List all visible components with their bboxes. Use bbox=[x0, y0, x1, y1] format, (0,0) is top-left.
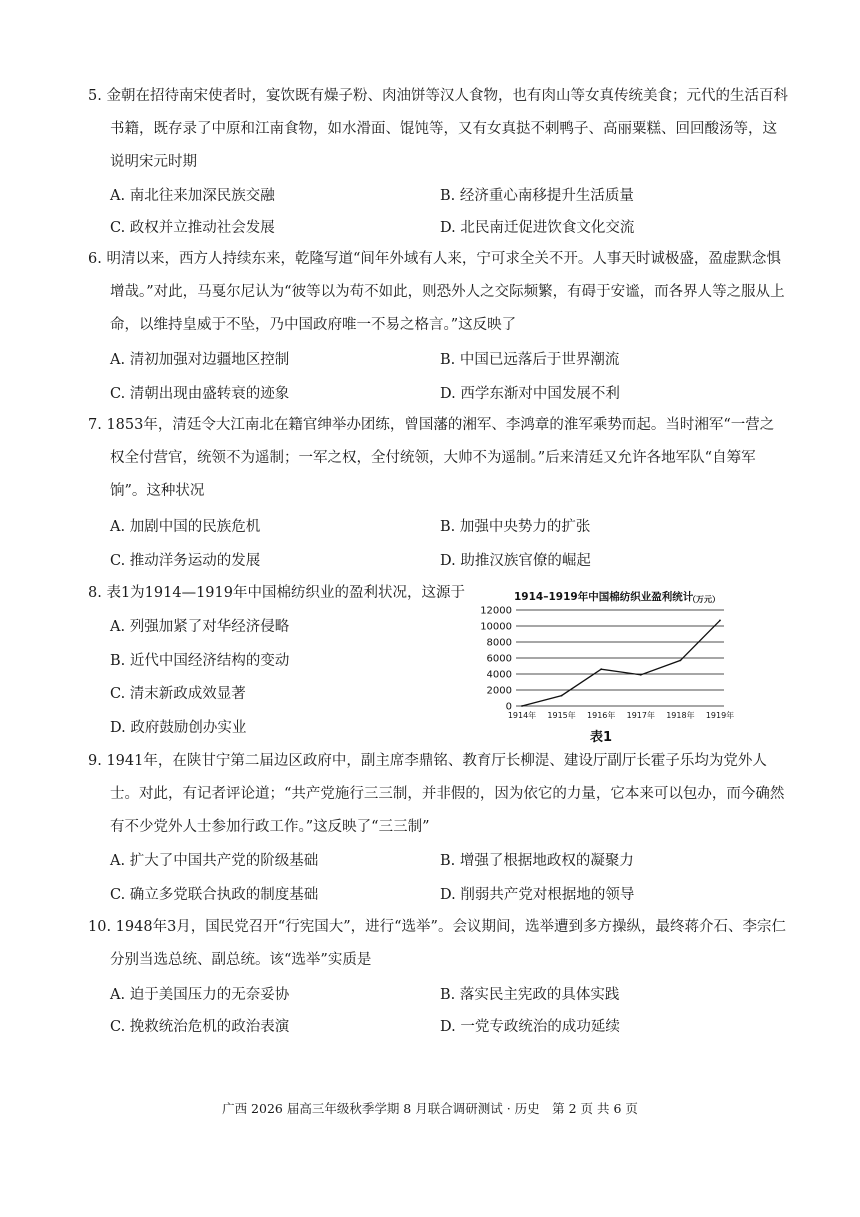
chart-unit: （万元） bbox=[688, 595, 720, 604]
profit-line-chart bbox=[480, 586, 746, 746]
option-5c: C. 政权并立推动社会发展 bbox=[110, 220, 275, 236]
option-10b: B. 落实民主宪政的具体实践 bbox=[440, 987, 620, 1003]
chart-title: 1914–1919年中国棉纺织业盈利统计 bbox=[514, 591, 694, 603]
option-8a: A. 列强加紧了对华经济侵略 bbox=[110, 619, 290, 635]
y-tick-label: 12000 bbox=[480, 605, 512, 617]
data-point bbox=[561, 695, 563, 697]
option-6c: C. 清朝出现由盛转衰的迹象 bbox=[110, 386, 290, 402]
option-9b: B. 增强了根据地政权的凝聚力 bbox=[440, 853, 634, 869]
option-7a: A. 加剧中国的民族危机 bbox=[110, 519, 261, 535]
x-tick-label: 1916年 bbox=[587, 711, 616, 720]
y-tick-label: 10000 bbox=[480, 621, 512, 633]
option-10d: D. 一党专政统治的成功延续 bbox=[440, 1019, 620, 1035]
option-5a: A. 南北往来加深民族交融 bbox=[110, 188, 275, 204]
option-9c: C. 确立多党联合执政的制度基础 bbox=[110, 887, 319, 903]
question-9 bbox=[88, 745, 788, 844]
question-6 bbox=[88, 243, 788, 342]
option-9d: D. 削弱共产党对根据地的领导 bbox=[440, 887, 635, 903]
option-6a: A. 清初加强对边疆地区控制 bbox=[110, 352, 290, 368]
question-7 bbox=[88, 409, 788, 508]
y-tick-label: 2000 bbox=[486, 685, 512, 697]
option-8c: C. 清末新政成效显著 bbox=[110, 686, 246, 702]
profit-series-line bbox=[522, 620, 720, 706]
question-8 bbox=[88, 577, 478, 610]
chart-caption: 表1 bbox=[590, 730, 613, 745]
option-7c: C. 推动洋务运动的发展 bbox=[110, 553, 261, 569]
question-10 bbox=[88, 911, 788, 977]
question-stem: 6. 明清以来，西方人持续东来，乾隆写道“间年外域有人来，宁可求全关不开。人事天时诚极盛，盈虚默念惧增哉。”对此，马戛尔尼认为“彼等以为苟不如此，则恐外人之交际频繁，有碍于安谧，而各界人等之服从上命，以维持皇威于不坠，乃中国政府唯一不易之格言。”这反映了 bbox=[88, 251, 785, 333]
question-stem: 7. 1853年，清廷令大江南北在籍官绅举办团练，曾国藩的湘军、李鸿章的淮军乘势而起。当时湘军“一营之权全付营官，统领不为遥制；一军之权，全付统领，大帅不为遥制。”后来清廷又允许各地军队“自筹军饷”。这种状况 bbox=[88, 417, 775, 499]
option-7b: B. 加强中央势力的扩张 bbox=[440, 519, 591, 535]
option-5b: B. 经济重心南移提升生活质量 bbox=[440, 188, 634, 204]
option-8d: D. 政府鼓励创办实业 bbox=[110, 720, 247, 736]
question-stem: 10. 1948年3月，国民党召开“行宪国大”，进行“选举”。会议期间，选举遭到多方操纵，最终蒋介石、李宗仁分别当选总统、副总统。该“选举”实质是 bbox=[88, 919, 786, 968]
option-6d: D. 西学东渐对中国发展不利 bbox=[440, 386, 620, 402]
option-10a: A. 迫于美国压力的无奈妥协 bbox=[110, 987, 290, 1003]
question-5 bbox=[88, 80, 788, 179]
data-point bbox=[640, 674, 642, 676]
x-tick-label: 1914年 bbox=[507, 711, 537, 720]
data-point bbox=[600, 668, 602, 670]
option-7d: D. 助推汉族官僚的崛起 bbox=[440, 553, 591, 569]
question-stem: 5. 金朝在招待南宋使者时，宴饮既有燥子粉、肉油饼等汉人食物，也有肉山等女真传统美食；元代的生活百科书籍，既存录了中原和江南食物，如水滑面、馄饨等，又有女真挞不剌鸭子、高丽粟糕、回回酸汤等，这说明宋元时期 bbox=[88, 88, 788, 170]
data-point bbox=[680, 660, 682, 662]
question-stem: 9. 1941年，在陕甘宁第二届边区政府中，副主席李鼎铭、教育厅长柳湜、建设厅副厅长霍子乐均为党外人士。对此，有记者评论道；“共产党施行三三制，并非假的，因为依它的力量，它本来可以包办，而今确然有不少党外人士参加行政工作。”这反映了“三三制” bbox=[88, 753, 785, 835]
option-6b: B. 中国已远落后于世界潮流 bbox=[440, 352, 620, 368]
data-point bbox=[719, 620, 721, 622]
x-tick-label: 1917年 bbox=[626, 711, 655, 720]
x-tick-label: 1915年 bbox=[547, 711, 576, 720]
option-9a: A. 扩大了中国共产党的阶级基础 bbox=[110, 853, 319, 869]
y-tick-label: 4000 bbox=[486, 669, 512, 681]
x-tick-label: 1919年 bbox=[705, 711, 735, 720]
x-tick-label: 1918年 bbox=[666, 711, 695, 720]
option-10c: C. 挽救统治危机的政治表演 bbox=[110, 1019, 290, 1035]
option-5d: D. 北民南迁促进饮食文化交流 bbox=[440, 220, 635, 236]
data-point bbox=[521, 705, 523, 707]
option-8b: B. 近代中国经济结构的变动 bbox=[110, 653, 290, 669]
question-stem: 8. 表1为1914—1919年中国棉纺织业的盈利状况，这源于 bbox=[88, 585, 465, 601]
y-tick-label: 6000 bbox=[486, 653, 512, 665]
y-tick-label: 8000 bbox=[486, 637, 512, 649]
y-tick-label: 0 bbox=[505, 701, 512, 713]
page-footer: 广西 2026 届高三年级秋季学期 8 月联合调研测试 · 历史 第 2 页 共 6 页 bbox=[222, 1101, 638, 1116]
